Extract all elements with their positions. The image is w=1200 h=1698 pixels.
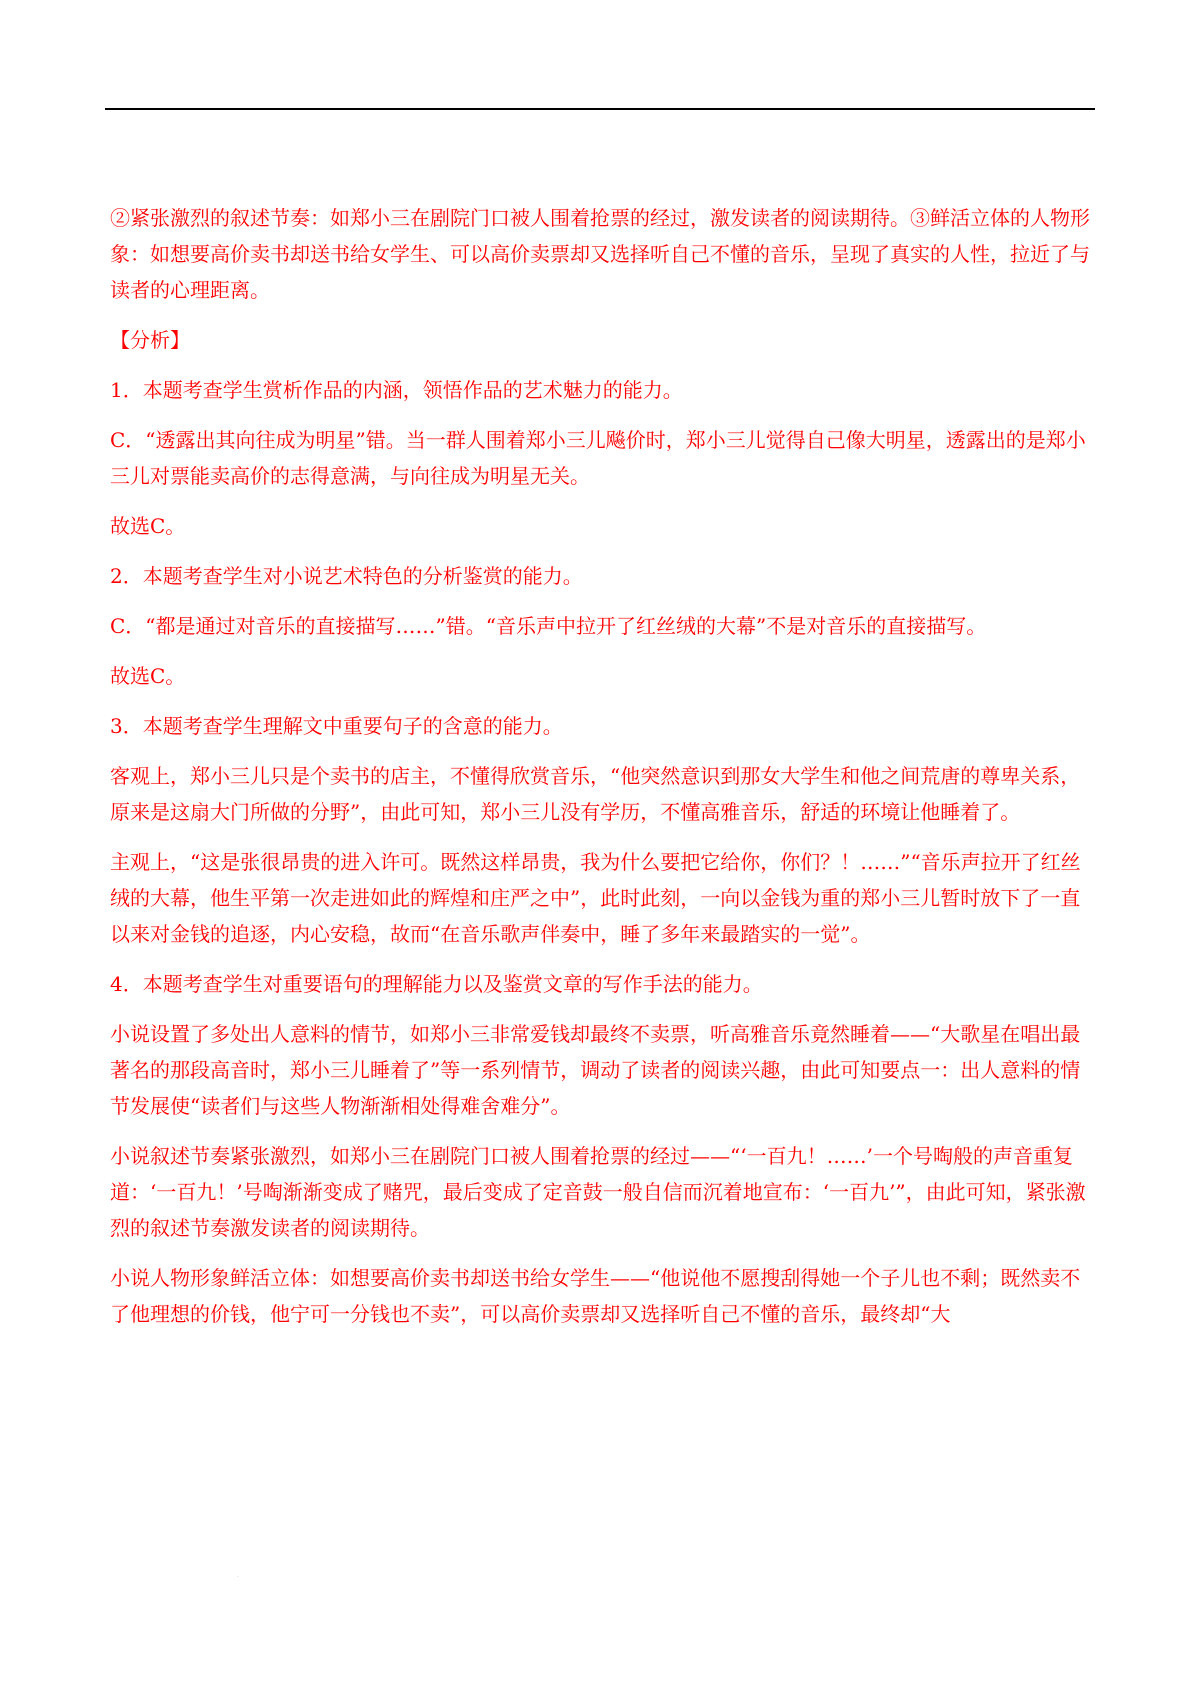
analysis-item-2-answer: 故选C。: [110, 664, 186, 688]
analysis-item-3-title: 3．本题考查学生理解文中重要句子的含意的能力。: [110, 714, 563, 738]
analysis-item-4-title: 4．本题考查学生对重要语句的理解能力以及鉴赏文章的写作手法的能力。: [110, 972, 763, 996]
analysis-item-4-point-3: 小说人物形象鲜活立体：如想要高价卖书却送书给女学生——“他说他不愿搜刮得她一个子儿也不剩；既然卖不了他理想的价钱，他宁可一分钱也不卖”，可以高价卖票却又选择听自己不懂的音乐，最终却“大: [110, 1266, 1081, 1326]
analysis-item-1-title: 1．本题考查学生赏析作品的内涵，领悟作品的艺术魅力的能力。: [110, 378, 683, 402]
footer-mark: .: [237, 1572, 239, 1579]
analysis-item-3-objective: 客观上，郑小三儿只是个卖书的店主，不懂得欣赏音乐，“他突然意识到那女大学生和他之间荒唐的尊卑关系，原来是这扇大门所做的分野”，由此可知，郑小三儿没有学历，不懂高雅音乐，舒适的环境让他睡着了。: [110, 764, 1081, 824]
answer-paragraph-1: ②紧张激烈的叙述节奏：如郑小三在剧院门口被人围着抢票的经过，激发读者的阅读期待。③鲜活立体的人物形象：如想要高价卖书却送书给女学生、可以高价卖票却又选择听自己不懂的音乐，呈现了真实的人性，拉近了与读者的心理距离。: [110, 206, 1090, 302]
analysis-item-4-point-1: 小说设置了多处出人意料的情节，如郑小三非常爱钱却最终不卖票，听高雅音乐竟然睡着——“大歌星在唱出最著名的那段高音时，郑小三儿睡着了”等一系列情节，调动了读者的阅读兴趣，由此可知要点一：出人意料的情节发展使“读者们与这些人物渐渐相处得难舍难分”。: [110, 1022, 1081, 1118]
analysis-item-4-point-2: 小说叙述节奏紧张激烈，如郑小三在剧院门口被人围着抢票的经过——“‘一百九！……’一个号啕般的声音重复道：‘一百九！’号啕渐渐变成了赌咒，最后变成了定音鼓一般自信而沉着地宣布：‘一百九’”，由此可知，紧张激烈的叙述节奏激发读者的阅读期待。: [110, 1144, 1086, 1240]
answer-content: [110, 200, 1095, 1346]
header-rule: [105, 108, 1095, 110]
analysis-item-1-answer: 故选C。: [110, 514, 186, 538]
analysis-item-2-title: 2．本题考查学生对小说艺术特色的分析鉴赏的能力。: [110, 564, 583, 588]
analysis-item-2-detail: C．“都是通过对音乐的直接描写……”错。“音乐声中拉开了红丝绒的大幕”不是对音乐的直接描写。: [110, 614, 987, 638]
analysis-item-3-subjective: 主观上，“这是张很昂贵的进入许可。既然这样昂贵，我为什么要把它给你，你们？！……”“音乐声拉开了红丝绒的大幕，他生平第一次走进如此的辉煌和庄严之中”，此时此刻，一向以金钱为重的郑小三儿暂时放下了一直以来对金钱的追逐，内心安稳，故而“在音乐歌声伴奏中，睡了多年来最踏实的一觉”。: [110, 850, 1081, 946]
analysis-item-1-detail: C．“透露出其向往成为明星”错。当一群人围着郑小三儿飚价时，郑小三儿觉得自己像大明星，透露出的是郑小三儿对票能卖高价的志得意满，与向往成为明星无关。: [110, 428, 1086, 488]
analysis-heading: 【分析】: [110, 328, 190, 352]
